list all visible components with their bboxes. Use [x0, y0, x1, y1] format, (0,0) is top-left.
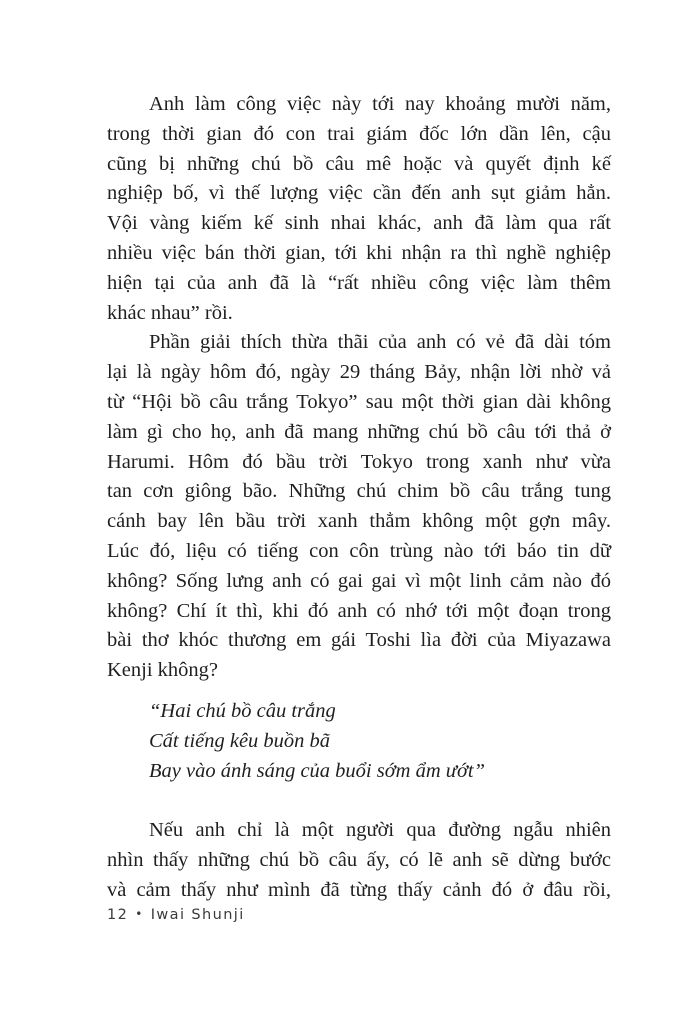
text-line: Lúc đó, liệu có tiếng con côn trùng nào tới báo tin dữ	[107, 539, 611, 562]
paragraph-1	[107, 90, 611, 328]
text-line: trong thời gian đó con trai giám đốc lớn dần lên, cậu	[107, 122, 611, 145]
text-line: Anh làm công việc này tới nay khoảng mười năm,	[149, 93, 611, 115]
paragraph-3	[107, 816, 611, 905]
text-line: không? Chí ít thì, khi đó anh có nhớ tới một đoạn trong	[107, 599, 611, 622]
text-line: nghiệp bố, vì thế lượng việc cần đến anh sụt giảm hẳn.	[107, 182, 611, 205]
poem-line: Bay vào ánh sáng của buổi sớm ẩm ướt”	[149, 759, 485, 782]
author-name: Iwai Shunji	[150, 907, 245, 923]
text-line: nhiều việc bán thời gian, tới khi nhận ra thì nghề nghiệp	[107, 241, 611, 264]
text-line: Vội vàng kiếm kế sinh nhai khác, anh đã làm qua rất	[107, 212, 611, 235]
text-line: cánh bay lên bầu trời xanh thẳm không một gợn mây.	[107, 510, 611, 533]
text-line: không? Sống lưng anh có gai gai vì một linh cảm nào đó	[107, 569, 611, 592]
text-line: làm gì cho họ, anh đã mang những chú bồ câu tới thả ở	[107, 420, 611, 443]
text-line: lại là ngày hôm đó, ngày 29 tháng Bảy, nhận lời nhờ vả	[107, 361, 611, 384]
poem-line: Cất tiếng kêu buồn bã	[149, 729, 331, 752]
text-line: và cảm thấy như mình đã từng thấy cảnh đó ở đâu rồi,	[107, 878, 611, 901]
footer-separator: •	[135, 907, 144, 921]
text-line: khác nhau” rồi.	[107, 301, 233, 324]
poem-quote	[107, 697, 611, 786]
book-page-text	[107, 90, 611, 906]
page-number: 12	[107, 907, 129, 923]
text-line: Nếu anh chỉ là một người qua đường ngẫu nhiên	[149, 819, 611, 842]
text-line: bài thơ khóc thương em gái Toshi lìa đời của Miyazawa	[107, 629, 611, 652]
text-line: nhìn thấy những chú bồ câu ấy, có lẽ anh sẽ dừng bước	[107, 849, 611, 872]
text-line: hiện tại của anh đã là “rất nhiều công việc làm thêm	[107, 271, 611, 294]
text-line: từ “Hội bồ câu trắng Tokyo” sau một thời gian dài không	[107, 390, 611, 413]
text-line: Phần giải thích thừa thãi của anh có vẻ đã dài tóm	[149, 331, 611, 354]
text-line: Kenji không?	[107, 659, 219, 682]
text-line: tan cơn giông bão. Những chú chim bồ câu trắng tung	[107, 480, 611, 503]
page-footer	[107, 907, 245, 923]
paragraph-2	[107, 328, 611, 686]
text-line: cũng bị những chú bồ câu mê hoặc và quyết định kế	[107, 152, 611, 175]
poem-line: “Hai chú bồ câu trắng	[149, 699, 336, 722]
text-line: Harumi. Hôm đó bầu trời Tokyo trong xanh như vừa	[107, 450, 611, 473]
